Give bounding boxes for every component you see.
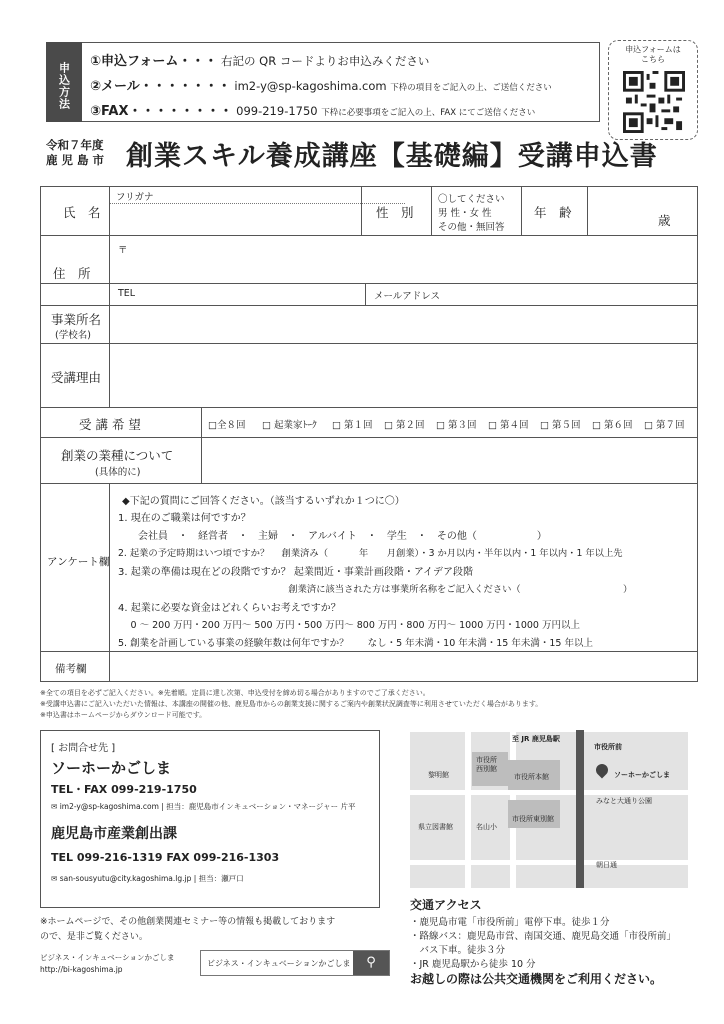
access-title: 交通アクセス xyxy=(410,898,482,912)
map-main-label: 市役所本館 xyxy=(514,773,549,781)
search-input[interactable]: ビジネス・インキュベーションかごしま xyxy=(207,959,351,968)
survey-q1-options[interactable]: 会社員 ・ 経営者 ・ 主婦 ・ アルバイト ・ 学生 ・ その他（ ） xyxy=(118,531,547,542)
reason-row xyxy=(41,343,697,407)
gender-option-other[interactable]: その他・無回答 xyxy=(438,222,505,233)
gender-label-cell xyxy=(361,187,431,235)
gender-label: 性 別 xyxy=(376,205,414,220)
address-field[interactable] xyxy=(109,236,697,283)
apply-method-tag xyxy=(46,42,82,122)
apply-fax-note: 下枠に必要事項をご記入の上、FAX にてご送信ください xyxy=(321,108,536,118)
address-label: 住 所 xyxy=(53,266,91,281)
survey-instruction: ◆下記の質問にご回答ください。（該当するいずれか１つに〇） xyxy=(122,496,405,507)
office-label: 事業所名 xyxy=(51,312,102,327)
wish-row xyxy=(41,407,697,437)
wish-session-7[interactable]: □ 第７回 xyxy=(644,420,685,431)
map-pin-label: ソーホーかごしま xyxy=(614,771,670,779)
apply-method-text: 申込方法 xyxy=(57,62,71,110)
apply-line-email xyxy=(90,75,552,94)
survey-content xyxy=(109,484,697,651)
survey-q3-note[interactable]: 創業済に該当された方は事業所名称をご記入ください（ ） xyxy=(118,584,633,595)
office-sublabel: (学校名) xyxy=(55,330,91,341)
industry-row xyxy=(41,437,697,483)
apply-form-label: ①申込フォーム・・・ xyxy=(90,54,218,69)
qr-box xyxy=(608,40,698,140)
map-museum-label: 黎明館 xyxy=(428,771,449,779)
wish-talk[interactable]: □ 起業家ﾄｰｸ xyxy=(262,420,317,431)
gender-note: 〇してください xyxy=(438,194,505,205)
postal-mark: 〒 xyxy=(118,245,128,256)
apply-fax-label: ③FAX・・・・・・・・ xyxy=(90,104,233,119)
org2-email-line xyxy=(51,873,244,884)
map-asahi-label: 朝日通 xyxy=(596,861,617,869)
hp-note-2: ので、是非ご覧ください。 xyxy=(40,932,148,942)
name-row xyxy=(41,187,697,235)
map-stop-label: 市役所前 xyxy=(594,743,622,751)
map-park-label: みなと大通り公園 xyxy=(596,797,652,805)
qr-caption: 申込フォームは xyxy=(625,45,681,54)
org1-tel: TEL・FAX 099-219-1750 xyxy=(51,783,197,796)
hp-note-1: ※ホームページで、その他創業関連セミナー等の情報も掲載しております xyxy=(40,917,336,927)
contact-box xyxy=(40,730,380,908)
remarks-field[interactable] xyxy=(109,652,697,681)
apply-method-box xyxy=(82,42,600,122)
search-button[interactable] xyxy=(353,951,389,975)
reason-label: 受講理由 xyxy=(51,370,102,385)
search-box[interactable] xyxy=(200,950,390,976)
site-name: ビジネス・インキュベーションかごしま xyxy=(40,953,175,962)
fiscal-year-text: 令和７年度 xyxy=(46,138,104,152)
gender-options[interactable] xyxy=(431,187,521,235)
office-field[interactable] xyxy=(109,306,697,343)
map-library-label: 県立図書館 xyxy=(418,823,453,831)
access-closing: お越しの際は公共交通機関をご利用ください。 xyxy=(410,972,663,986)
wish-session-4[interactable]: □ 第４回 xyxy=(488,420,529,431)
wish-options xyxy=(201,408,697,437)
apply-fax-number: 099-219-1750 xyxy=(236,104,318,118)
access-line-3: バス下車。徒歩３分 xyxy=(410,945,506,956)
access-line-2: ・路線バス：鹿児島市営、南国交通、鹿児島交通「市役所前」 xyxy=(410,931,677,942)
map-pin-icon xyxy=(594,762,611,779)
gender-option-mf[interactable]: 男 性・女 性 xyxy=(438,208,492,219)
apply-email-label: ②メール・・・・・・・ xyxy=(90,79,231,94)
wish-session-3[interactable]: □ 第３回 xyxy=(436,420,477,431)
mail-icon: ✉ xyxy=(51,802,58,811)
map-station-label: 至 JR 鹿児島駅 xyxy=(512,735,560,743)
access-line-1: ・鹿児島市電「市役所前」電停下車。徒歩１分 xyxy=(410,917,610,928)
survey-label: アンケート欄 xyxy=(47,556,110,568)
address-row xyxy=(41,235,697,283)
map-east-label: 市役所東別館 xyxy=(512,815,554,823)
survey-q4-options[interactable]: 0 〜 200 万円・200 万円〜 500 万円・500 万円〜 800 万円・800 万円〜 1000 万円・1000 万円以上 xyxy=(118,620,580,631)
apply-email-address[interactable]: im2-y@sp-kagoshima.com xyxy=(234,79,387,93)
remarks-label: 備考欄 xyxy=(55,663,87,675)
org2-name: 鹿児島市産業創出課 xyxy=(51,826,177,842)
survey-q4: 4. 起業に必要な資金はどれくらいお考えですか？ xyxy=(118,603,341,614)
survey-q5[interactable]: 5. 創業を計画している事業の経験年数は何年ですか？ なし・5 年未満・10 年未満・15 年未満・15 年以上 xyxy=(118,638,593,649)
survey-q3[interactable]: 3. 起業の準備は現在どの段階ですか？ 起業間近・事業計画段階・アイデア段階 xyxy=(118,567,473,578)
age-field[interactable] xyxy=(587,187,697,235)
page-title: 創業スキル養成講座【基礎編】受講申込書 xyxy=(126,141,658,172)
name-label: 氏 名 xyxy=(63,205,101,220)
search-icon: ⚲ xyxy=(366,955,376,970)
org2-staff: | 担当：瀬戸口 xyxy=(193,874,244,883)
wish-session-2[interactable]: □ 第２回 xyxy=(384,420,425,431)
map-school-label: 名山小 xyxy=(476,823,497,831)
wish-all[interactable]: □全８回 xyxy=(208,420,246,431)
note-line-1: ※全ての項目を必ずご記入ください。※先着順。定員に達し次第、申込受付を締め切る場合がありますのでご了承ください。 xyxy=(40,689,430,697)
remarks-row xyxy=(41,651,697,681)
age-label: 年 齢 xyxy=(534,205,572,220)
survey-q2[interactable]: 2. 起業の予定時期はいつ頃ですか？ 創業済み（ 年 月創業）・3 か月以内・半年以内・1 年以内・1 年以上先 xyxy=(118,548,623,559)
access-line-4: ・JR 鹿児島駅から徒歩 10 分 xyxy=(410,959,536,970)
map-tramline xyxy=(576,730,584,888)
note-line-3: ※申込書はホームページからダウンロード可能です。 xyxy=(40,711,207,719)
wish-label: 受 講 希 望 xyxy=(79,417,141,432)
org2-tel: TEL 099-216-1319 FAX 099-216-1303 xyxy=(51,851,280,864)
apply-line-fax xyxy=(90,100,535,119)
map-west-label: 市役所 西別館 xyxy=(476,756,497,773)
site-url[interactable]: http://bi-kagoshima.jp xyxy=(40,965,123,974)
industry-label: 創業の業種について xyxy=(61,448,174,463)
org2-email[interactable]: san-sousyutu@city.kagoshima.lg.jp xyxy=(59,874,192,883)
tel-field[interactable] xyxy=(109,284,365,305)
age-unit: 歳 xyxy=(658,213,671,228)
age-label-cell xyxy=(521,187,587,235)
map-road-h1 xyxy=(410,790,688,795)
access-map xyxy=(410,730,688,888)
contact-heading: [ お問合せ先 ] xyxy=(51,743,116,754)
tel-label: TEL xyxy=(118,288,136,299)
org1-email-line xyxy=(51,801,356,812)
apply-line-form xyxy=(90,50,429,69)
qr-code-icon[interactable] xyxy=(623,71,685,133)
application-form xyxy=(40,186,698,682)
apply-form-text: 右記の QR コードよりお申込みください xyxy=(221,54,430,68)
furigana-label: フリガナ xyxy=(116,192,154,203)
survey-q1: 1. 現在のご職業は何ですか？ xyxy=(118,513,251,524)
org1-staff: | 担当：鹿児島市インキュベーション・マネージャー 片平 xyxy=(161,802,356,811)
industry-sublabel: (具体的に) xyxy=(95,467,141,478)
email-label: メールアドレス xyxy=(374,291,441,302)
tel-row xyxy=(41,283,697,305)
mail-icon-2: ✉ xyxy=(51,874,58,883)
industry-field[interactable] xyxy=(201,438,697,483)
survey-row xyxy=(41,483,697,651)
wish-session-5[interactable]: □ 第５回 xyxy=(540,420,581,431)
fiscal-year xyxy=(46,138,104,168)
org1-email[interactable]: im2-y@sp-kagoshima.com xyxy=(59,802,159,811)
wish-session-1[interactable]: □ 第１回 xyxy=(332,420,373,431)
wish-session-6[interactable]: □ 第６回 xyxy=(592,420,633,431)
apply-email-note: 下枠の項目をご記入の上、ご送信ください xyxy=(390,83,552,93)
reason-field[interactable] xyxy=(109,344,697,407)
org1-name: ソーホーかごしま xyxy=(51,759,172,777)
note-line-2: ※受講申込書にご記入いただいた情報は、本講座の開催の他、鹿児島市からの創業支援に関するご案内や創業状況調査等に利用させていただく場合があります。 xyxy=(40,700,543,708)
office-row xyxy=(41,305,697,343)
qr-caption-2: こちら xyxy=(641,55,665,64)
city-name: 鹿 児 島 市 xyxy=(46,153,105,167)
email-field[interactable] xyxy=(365,284,697,305)
map-road-h2 xyxy=(410,860,688,865)
